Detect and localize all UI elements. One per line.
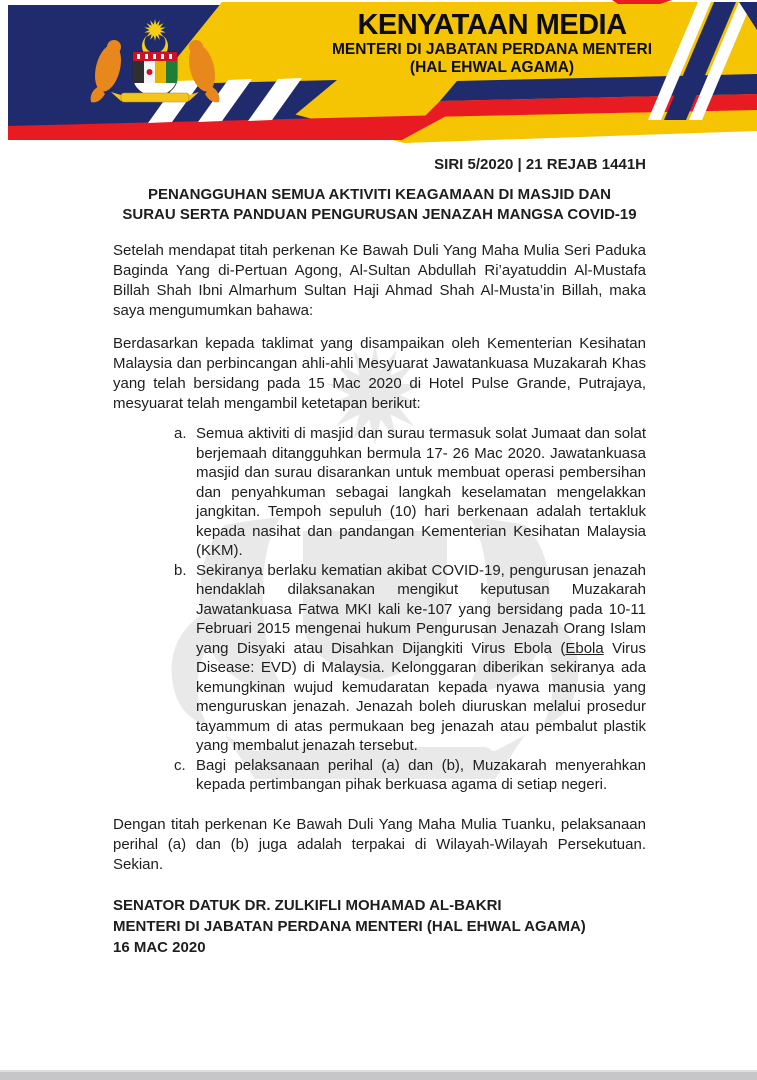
header-title: KENYATAAN MEDIA — [357, 9, 627, 41]
list-marker-a: a. — [174, 425, 187, 442]
resolution-list — [113, 424, 646, 795]
paragraph-2: Berdasarkan kepada taklimat yang disampaikan oleh Kementerian Kesihatan Malaysia dan perbincangan ahli-ahli Mesyuarat Jawatankuasa Muzakarah Khas yang telah bersidang pada 15 Mac 2020 di Hotel Pulse Grande, Putrajaya, mesyuarat telah mengambil ketetapan berikut: — [113, 335, 646, 412]
document-body — [113, 155, 646, 958]
footer-bar — [0, 1070, 757, 1080]
document-title — [113, 185, 646, 225]
series-line: SIRI 5/2020 | 21 REJAB 1441H — [434, 156, 646, 173]
scroll-banner — [111, 92, 199, 102]
closing-paragraph: Dengan titah perkenan Ke Bawah Duli Yang Maha Mulia Tuanku, pelaksanaan perihal (a) dan (b) juga adalah terpakai di Wilayah-Wilayah Persekutuan. Sekian. — [113, 815, 646, 873]
shield — [133, 52, 177, 98]
list-text-c: Bagi pelaksanaan perihal (a) dan (b), Muzakarah menyerahkan kepada pertimbangan pihak berkuasa agama di setiap negeri. — [196, 756, 646, 793]
underlined-word: Ebola — [565, 639, 604, 657]
header-subtitle-2: (HAL EHWAL AGAMA) — [409, 59, 575, 76]
signature-name: SENATOR DATUK DR. ZULKIFLI MOHAMAD AL-BAKRI — [113, 896, 502, 914]
list-text-a: Semua aktiviti di masjid dan surau termasuk solat Jumaat dan solat berjemaah ditangguhkan bermula 17- 26 Mac 2020. Jawatankuasa masjid dan surau disarankan untuk membuat operasi pembersihan dan penyahkuman sebagai langkah keselamatan mengelakkan jangkitan. Tempoh sepuluh (10) hari berkenaan adalah tertakluk kepada nasihat dan pandangan Kementerian Kesihatan Malaysia (KKM). — [196, 425, 646, 559]
list-item-c — [113, 756, 646, 795]
paragraph-1: Setelah mendapat titah perkenan Ke Bawah Duli Yang Maha Mulia Seri Paduka Baginda Yang di-Pertuan Agong, Al-Sultan Abdullah Ri’ayatuddin Al-Mustafa Billah Shah Ibni Almarhum Sultan Haji Ahmad Shah Al-Musta’in Billah, maka saya mengumumkan bahawa: — [113, 242, 646, 319]
document-title-line-2: SURAU SERTA PANDUAN PENGURUSAN JENAZAH MANGSA COVID-19 — [122, 206, 637, 223]
signature-role: MENTERI DI JABATAN PERDANA MENTERI (HAL EHWAL AGAMA) — [113, 917, 586, 935]
header-subtitle: MENTERI DI JABATAN PERDANA MENTERI — [331, 41, 653, 58]
signature-date: 16 MAC 2020 — [113, 938, 206, 956]
list-item-a — [113, 424, 646, 561]
list-item-b: b. Sekiranya berlaku kematian akibat COVID-19, pengurusan jenazah hendaklah dilaksanakan mengikut keputusan Muzakarah Jawatankuasa Fatwa MKI kali ke-107 yang bersidang pada 10-11 Februari 2015 mengenai hukum Pengurusan Jenazah Orang Islam yang Disyaki atau Disahkan Dijangkiti Virus Ebola (Ebola Virus Disease: EVD) di Malaysia. Kelonggaran diberikan sekiranya ada kemungkinan wujud kemudaratan kepada nyawa manusia yang menguruskan jenazah. Jenazah boleh diuruskan melalui prosedur tayammum di atas permukaan beg jenazah atau pembalut plastik yang membalut jenazah tersebut. — [174, 561, 646, 754]
list-marker-b: b. — [174, 561, 187, 579]
signature-block — [113, 895, 646, 958]
document-title-line-1: PENANGGUHAN SEMUA AKTIVITI KEAGAMAAN DI MASJID DAN — [147, 186, 612, 203]
list-marker-c: c. — [174, 756, 186, 774]
header-banner — [0, 0, 757, 150]
list-text-b: Sekiranya berlaku kematian akibat COVID-19, pengurusan jenazah hendaklah dilaksanakan mengikut keputusan Muzakarah Jawatankuasa Fatwa MKI kali ke-107 yang bersidang pada 10-11 Februari 2015 mengenai hukum Pengurusan Jenazah Orang Islam yang Disyaki atau Disahkan Dijangkiti Virus Ebola ( — [196, 561, 646, 657]
